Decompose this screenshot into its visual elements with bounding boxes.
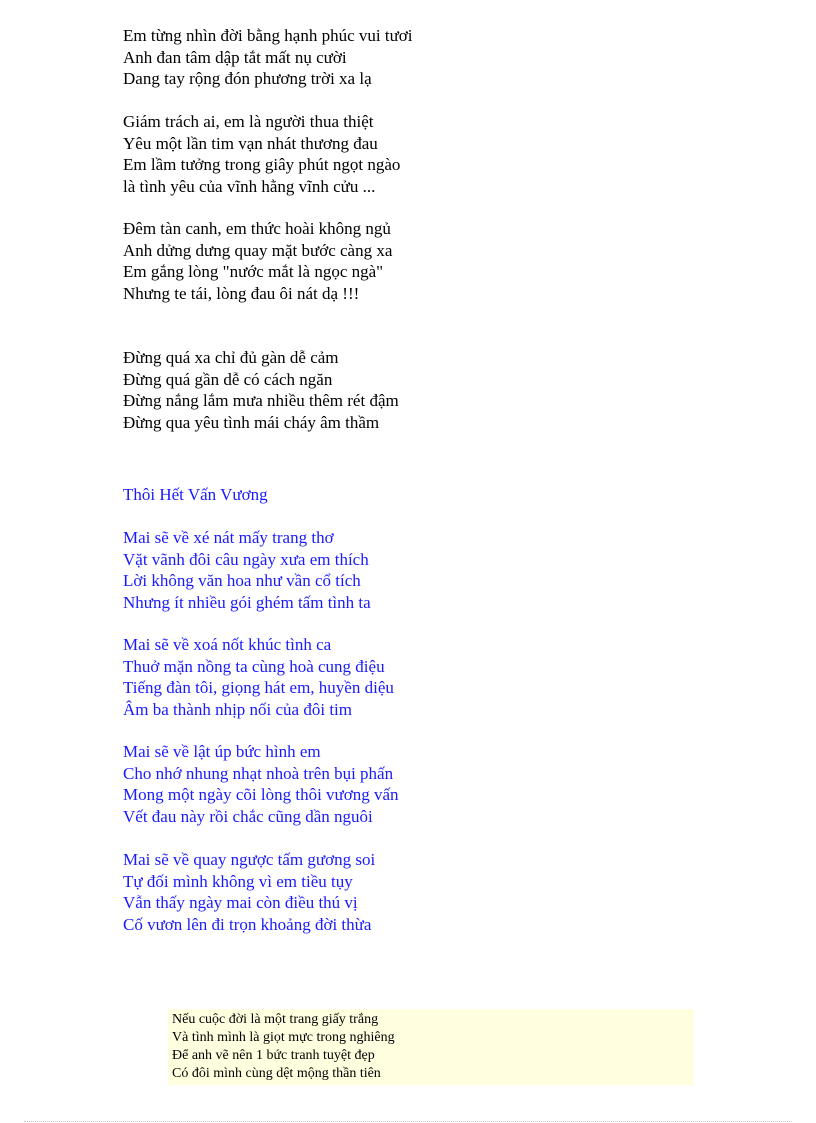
poem2-stanza-2 bbox=[123, 634, 394, 720]
poem-line: Âm ba thành nhịp nối của đôi tim bbox=[123, 699, 352, 719]
poem-line: Tự đối mình không vì em tiều tụy bbox=[123, 871, 353, 891]
poem-line: Đừng quá xa chỉ đủ gàn dễ cảm bbox=[123, 348, 339, 367]
poem-line: Giám trách ai, em là người thua thiệt bbox=[123, 112, 374, 131]
poem-line: Yêu một lần tim vạn nhát thương đau bbox=[123, 133, 378, 153]
poem-line: Mai sẽ về xoá nốt khúc tình ca bbox=[123, 635, 332, 654]
poem2-stanza-4 bbox=[123, 849, 375, 935]
poem1-stanza-3 bbox=[123, 218, 392, 304]
poem-line: Anh dửng dưng quay mặt bước càng xa bbox=[123, 240, 393, 260]
poem-line: Nhưng te tái, lòng đau ôi nát dạ !!! bbox=[123, 283, 360, 303]
poem-line: Cố vươn lên đi trọn khoảng đời thừa bbox=[123, 914, 372, 934]
poem2-stanza-1 bbox=[123, 527, 371, 613]
poem-line: Nhưng ít nhiều gói ghém tấm tình ta bbox=[123, 592, 371, 612]
poem-line: Thuở mặn nồng ta cùng hoà cung điệu bbox=[123, 656, 385, 676]
poem-line: Vặt vãnh đôi câu ngày xưa em thích bbox=[123, 549, 369, 569]
poem1-stanza-2 bbox=[123, 111, 400, 197]
highlighted-note-box bbox=[168, 1009, 694, 1085]
note-line: Có đôi mình cùng dệt mộng thần tiên bbox=[172, 1066, 381, 1081]
poem-line: Đừng nắng lắm mưa nhiều thêm rét đậm bbox=[123, 391, 399, 410]
poem-line: Mong một ngày cõi lòng thôi vương vấn bbox=[123, 785, 399, 804]
poem-line: Vết đau này rồi chắc cũng dần nguôi bbox=[123, 806, 373, 826]
poem2-stanza-3 bbox=[123, 741, 399, 827]
poem-line: Cho nhớ nhung nhạt nhoà trên bụi phấn bbox=[123, 763, 394, 783]
note-line: Và tình mình là giọt mực trong nghiêng bbox=[172, 1030, 395, 1045]
note-line: Để anh vẽ nên 1 bức tranh tuyệt đẹp bbox=[172, 1048, 375, 1063]
page-bottom-divider bbox=[24, 1121, 792, 1122]
poem-line: Mai sẽ về quay ngược tấm gương soi bbox=[123, 850, 376, 869]
poem-line: Mai sẽ về lật úp bức hình em bbox=[123, 742, 321, 761]
poem-line: là tình yêu của vĩnh hằng vĩnh cửu ... bbox=[123, 176, 376, 196]
poem-line: Em gắng lòng "nước mắt là ngọc ngà" bbox=[123, 262, 384, 281]
poem-line: Đừng quá gần dễ có cách ngăn bbox=[123, 369, 333, 389]
poem1-stanza-1 bbox=[123, 25, 413, 90]
poem-line: Đêm tàn canh, em thức hoài không ngủ bbox=[123, 219, 391, 238]
poem-line: Em lầm tưởng trong giây phút ngọt ngào bbox=[123, 155, 401, 174]
poem-line: Lời không văn hoa như vần cổ tích bbox=[123, 571, 361, 590]
poem-line: Anh đan tâm dập tắt mất nụ cười bbox=[123, 47, 347, 67]
poem-line: Dang tay rộng đón phương trời xa lạ bbox=[123, 69, 372, 88]
poem-line: Vẫn thấy ngày mai còn điều thú vị bbox=[123, 893, 358, 912]
poem-line: Em từng nhìn đời bằng hạnh phúc vui tươi bbox=[123, 26, 413, 45]
note-line: Nếu cuộc đời là một trang giấy trắng bbox=[172, 1012, 379, 1027]
poem-line: Mai sẽ về xé nát mấy trang thơ bbox=[123, 528, 334, 547]
poem2-title: Thôi Hết Vấn Vương bbox=[123, 485, 268, 504]
poem-line: Tiếng đàn tôi, giọng hát em, huyền diệu bbox=[123, 678, 394, 697]
poem-line: Đừng qua yêu tình mái cháy âm thầm bbox=[123, 412, 380, 432]
poem1-stanza-4 bbox=[123, 347, 399, 433]
